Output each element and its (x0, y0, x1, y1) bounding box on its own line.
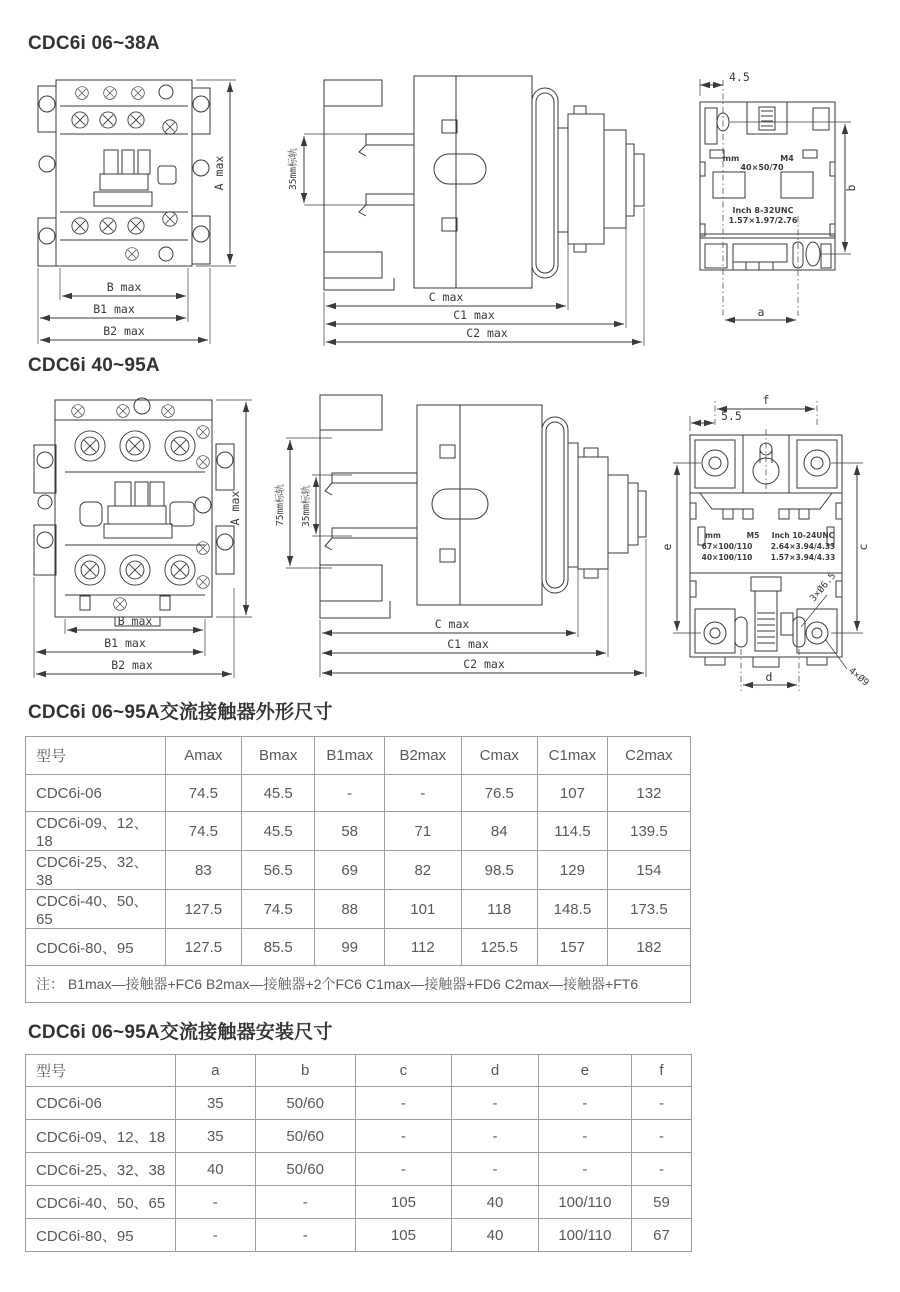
dim-label-d: d (765, 670, 773, 684)
dim-label-c2-max-2: C2 max (463, 657, 505, 671)
value-cell: 84 (461, 812, 537, 851)
screw-m4-label: M4 (780, 154, 794, 163)
value-cell: - (538, 1120, 631, 1153)
value-cell: 132 (607, 775, 690, 812)
table-row (26, 1186, 692, 1219)
column-header: d (452, 1055, 539, 1087)
back1-text (723, 154, 798, 225)
mm-size-label: 40×50/70 (740, 163, 784, 172)
model-cell: CDC6i-25、32、38 (26, 851, 166, 890)
model-cell: CDC6i-40、50、65 (26, 1186, 176, 1219)
hole-callout-4x9: 4×Ø9 (846, 665, 871, 689)
column-header: C2max (607, 737, 690, 775)
value-cell: - (355, 1153, 452, 1186)
value-cell: 105 (355, 1219, 452, 1252)
dim-label-c1-max: C1 max (453, 308, 495, 322)
model-cell: CDC6i-80、95 (26, 1219, 176, 1252)
column-header: 型号 (26, 1055, 176, 1087)
dim-label-c1-max-2: C1 max (447, 637, 489, 651)
value-cell: 50/60 (255, 1153, 355, 1186)
value-cell: 69 (315, 851, 385, 890)
back-view-06-38A-drawing (685, 66, 865, 348)
back-view-40-95A-drawing (660, 385, 871, 697)
column-header: a (175, 1055, 255, 1087)
value-cell: 100/110 (538, 1219, 631, 1252)
column-header: 型号 (26, 737, 166, 775)
value-cell: - (315, 775, 385, 812)
column-header: C1max (538, 737, 608, 775)
table-row (26, 812, 691, 851)
value-cell: 67 (632, 1219, 692, 1252)
table-row (26, 890, 691, 929)
value-cell: 40 (452, 1219, 539, 1252)
value-cell: 101 (385, 890, 461, 929)
unit-mm-label: mm (722, 154, 740, 163)
contactor2-front-outline (34, 398, 234, 626)
value-cell: 114.5 (538, 812, 608, 851)
contactor-side-outline (324, 76, 644, 290)
dim-label-c-max-2: C max (434, 617, 470, 631)
value-cell: 129 (538, 851, 608, 890)
value-cell: 139.5 (607, 812, 690, 851)
table-row (26, 775, 691, 812)
value-cell: - (355, 1087, 452, 1120)
column-header: B1max (315, 737, 385, 775)
table-row (26, 1087, 692, 1120)
value-cell: 35 (175, 1087, 255, 1120)
value-cell: 82 (385, 851, 461, 890)
section-title-40-95A: CDC6i 40~95A (28, 355, 160, 376)
value-cell: 98.5 (461, 851, 537, 890)
column-header: Bmax (242, 737, 315, 775)
inch-size-row2: 1.57×3.94/4.33 (770, 553, 836, 562)
front-view-06-38A-drawing (20, 70, 260, 348)
column-header: Cmax (461, 737, 537, 775)
value-cell: 50/60 (255, 1120, 355, 1153)
side1-dimensions (287, 134, 644, 346)
value-cell: 88 (315, 890, 385, 929)
outline-dimensions-title: CDC6i 06~95A交流接触器外形尺寸 (28, 702, 333, 723)
contactor2-side-outline (320, 395, 646, 618)
side-view-40-95A-drawing (272, 385, 667, 687)
value-cell: - (385, 775, 461, 812)
front-view-40-95A-drawing (20, 390, 265, 690)
dim-label-4-5: 4.5 (729, 70, 750, 84)
dim-label-b: b (844, 184, 858, 192)
back2-dimensions (660, 393, 871, 691)
column-header: b (255, 1055, 355, 1087)
inch-size-label: 1.57×1.97/2.76 (728, 216, 798, 225)
dim-label-b-max-2: B max (117, 614, 153, 628)
value-cell: 125.5 (461, 929, 537, 966)
value-cell: - (632, 1120, 692, 1153)
table-row (26, 1219, 692, 1252)
dim-label-75mm-rail: 75mm标轨 (275, 484, 286, 526)
table-note: 注： B1max—接触器+FC6 B2max—接触器+2个FC6 C1max—接触器+FD6 C2max—接触器+FT6 (26, 966, 691, 1003)
dim-label-35mm-rail: 35mm标轨 (288, 148, 299, 190)
inch-thread-label-2: Inch 10-24UNC (771, 531, 835, 540)
dim-label-b-max: B max (106, 280, 142, 294)
dim-label-c2-max: C2 max (466, 326, 508, 340)
mm-size-row1: 67×100/110 (701, 542, 753, 551)
table-row (26, 1153, 692, 1186)
value-cell: 58 (315, 812, 385, 851)
model-cell: CDC6i-09、12、18 (26, 1120, 176, 1153)
value-cell: 182 (607, 929, 690, 966)
dim-label-f: f (762, 393, 770, 407)
value-cell: - (255, 1219, 355, 1252)
value-cell: 112 (385, 929, 461, 966)
value-cell: 99 (315, 929, 385, 966)
dim-label-b2-max: B2 max (103, 324, 145, 338)
table-row (26, 851, 691, 890)
model-cell: CDC6i-06 (26, 1087, 176, 1120)
dim-label-a-max: A max (212, 155, 226, 191)
table-row (26, 929, 691, 966)
hole-callout-3x6-5: 3×Ø6.5 (807, 570, 839, 605)
value-cell: 100/110 (538, 1186, 631, 1219)
model-cell: CDC6i-80、95 (26, 929, 166, 966)
value-cell: 76.5 (461, 775, 537, 812)
dim-label-c-max: C max (428, 290, 464, 304)
value-cell: 40 (175, 1153, 255, 1186)
value-cell: 173.5 (607, 890, 690, 929)
value-cell: - (452, 1120, 539, 1153)
value-cell: 74.5 (165, 812, 241, 851)
inch-size-row1: 2.64×3.94/4.33 (770, 542, 836, 551)
column-header: c (355, 1055, 452, 1087)
unit-mm-label-2: mm (705, 531, 721, 540)
value-cell: 59 (632, 1186, 692, 1219)
value-cell: - (538, 1087, 631, 1120)
value-cell: - (538, 1153, 631, 1186)
header-row (26, 1055, 692, 1087)
value-cell: 127.5 (165, 890, 241, 929)
value-cell: - (255, 1186, 355, 1219)
value-cell: 107 (538, 775, 608, 812)
mounting-dimensions-title: CDC6i 06~95A交流接触器安装尺寸 (28, 1022, 333, 1043)
value-cell: 74.5 (165, 775, 241, 812)
contactor-back-outline (700, 102, 835, 270)
dim-label-b1-max-2: B1 max (104, 636, 146, 650)
value-cell: - (355, 1120, 452, 1153)
value-cell: 74.5 (242, 890, 315, 929)
dim-label-b2-max-2: B2 max (111, 658, 153, 672)
value-cell: 40 (452, 1186, 539, 1219)
value-cell: 71 (385, 812, 461, 851)
model-cell: CDC6i-09、12、18 (26, 812, 166, 851)
model-cell: CDC6i-25、32、38 (26, 1153, 176, 1186)
value-cell: - (175, 1186, 255, 1219)
value-cell: - (452, 1087, 539, 1120)
value-cell: - (175, 1219, 255, 1252)
value-cell: 56.5 (242, 851, 315, 890)
dim-label-5-5: 5.5 (721, 409, 742, 423)
value-cell: 157 (538, 929, 608, 966)
column-header: f (632, 1055, 692, 1087)
section-title-06-38A: CDC6i 06~38A (28, 33, 160, 54)
dim-label-a: a (757, 305, 765, 319)
value-cell: 127.5 (165, 929, 241, 966)
value-cell: 85.5 (242, 929, 315, 966)
value-cell: 35 (175, 1120, 255, 1153)
column-header: e (538, 1055, 631, 1087)
value-cell: 83 (165, 851, 241, 890)
mounting-dimensions-table (25, 1054, 692, 1252)
header-row (26, 737, 691, 775)
inch-thread-label: Inch 8-32UNC (732, 206, 794, 215)
value-cell: 50/60 (255, 1087, 355, 1120)
value-cell: 148.5 (538, 890, 608, 929)
model-cell: CDC6i-06 (26, 775, 166, 812)
dim-label-35mm-rail-2: 35mm标轨 (301, 485, 312, 527)
value-cell: 105 (355, 1186, 452, 1219)
value-cell: - (632, 1153, 692, 1186)
value-cell: 45.5 (242, 775, 315, 812)
back1-dimensions (700, 70, 858, 320)
contactor-front-outline (38, 80, 210, 266)
value-cell: - (632, 1087, 692, 1120)
mm-size-row2: 40×100/110 (701, 553, 753, 562)
dim-label-a-max-2: A max (228, 490, 242, 526)
outline-dimensions-table (25, 736, 691, 1003)
column-header: B2max (385, 737, 461, 775)
model-cell: CDC6i-40、50、65 (26, 890, 166, 929)
value-cell: 118 (461, 890, 537, 929)
dim-label-c: c (856, 543, 870, 551)
value-cell: 154 (607, 851, 690, 890)
table-row (26, 1120, 692, 1153)
contactor2-terminals (72, 405, 210, 611)
dim-label-b1-max: B1 max (93, 302, 135, 316)
note-row (26, 966, 691, 1003)
value-cell: - (452, 1153, 539, 1186)
screw-m5-label: M5 (746, 531, 760, 540)
value-cell: 45.5 (242, 812, 315, 851)
side-view-06-38A-drawing (282, 66, 650, 348)
back2-text (702, 531, 836, 562)
column-header: Amax (165, 737, 241, 775)
dim-label-e: e (660, 543, 674, 551)
